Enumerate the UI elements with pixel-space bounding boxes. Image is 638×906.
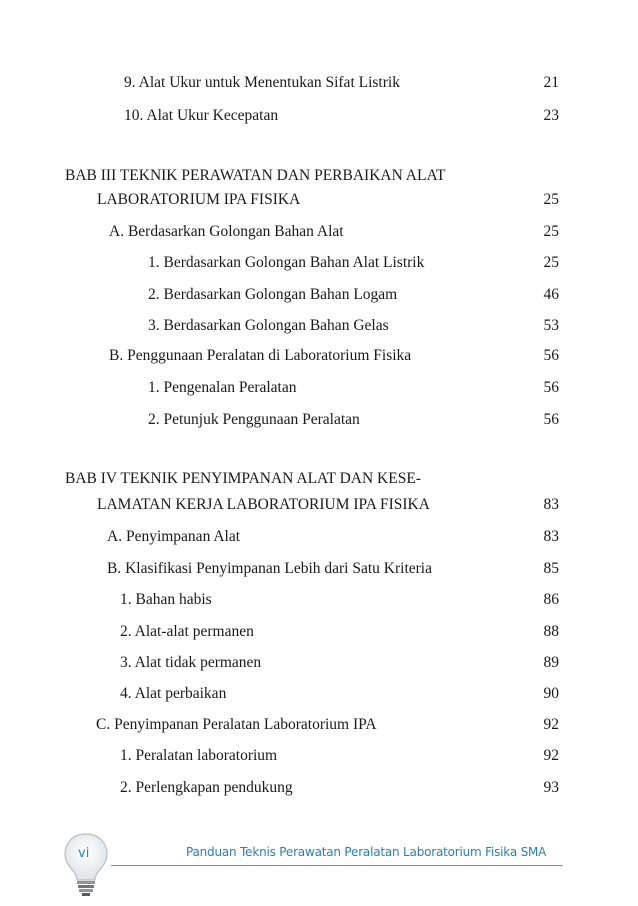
toc-line: 1. Berdasarkan Golongan Bahan Alat Listrik — [148, 254, 425, 271]
toc-line: 4. Alat perbaikan — [120, 685, 227, 702]
toc-page: 88 — [543, 623, 559, 640]
toc-line: A. Berdasarkan Golongan Bahan Alat — [109, 223, 344, 240]
toc-line: B. Penggunaan Peralatan di Laboratorium Fisika — [109, 347, 412, 364]
toc-line: 1. Bahan habis — [120, 591, 212, 608]
toc-line: 3. Alat tidak permanen — [120, 654, 262, 671]
toc-line: 10. Alat Ukur Kecepatan — [124, 107, 279, 124]
toc-line: 9. Alat Ukur untuk Menentukan Sifat Listrik — [124, 74, 400, 91]
toc-page: 83 — [543, 496, 559, 513]
toc-line: 1. Pengenalan Peralatan — [148, 379, 297, 396]
toc-page: 53 — [543, 317, 559, 334]
toc-page: 23 — [543, 107, 559, 124]
toc-page: 89 — [543, 654, 559, 671]
page-number: vi — [78, 846, 90, 861]
toc-page: 93 — [543, 779, 559, 796]
toc-page: 46 — [543, 286, 559, 303]
toc-line: 2. Berdasarkan Golongan Bahan Logam — [148, 286, 398, 303]
toc-page: 85 — [543, 560, 559, 577]
toc-line: C. Penyimpanan Peralatan Laboratorium IPA — [96, 716, 377, 733]
toc-line: 2. Alat-alat permanen — [120, 623, 254, 640]
toc-page: 56 — [543, 347, 559, 364]
toc-page: 83 — [543, 528, 559, 545]
toc-page: 25 — [543, 191, 559, 208]
lightbulb-icon — [62, 832, 110, 896]
toc-page: 86 — [543, 591, 559, 608]
chapter-heading: BAB III TEKNIK PERAWATAN DAN PERBAIKAN ALAT — [65, 167, 446, 184]
toc-page: 90 — [543, 685, 559, 702]
chapter-heading: LABORATORIUM IPA FISIKA — [97, 191, 301, 208]
footer-rule — [111, 865, 563, 866]
toc-line: 3. Berdasarkan Golongan Bahan Gelas — [148, 317, 389, 334]
toc-page: 25 — [543, 223, 559, 240]
toc-page: 25 — [543, 254, 559, 271]
chapter-heading: LAMATAN KERJA LABORATORIUM IPA FISIKA — [97, 496, 430, 513]
toc-line: B. Klasifikasi Penyimpanan Lebih dari Satu Kriteria — [107, 560, 432, 577]
toc-page: 56 — [543, 411, 559, 428]
toc-page: 92 — [543, 747, 559, 764]
chapter-heading: BAB IV TEKNIK PENYIMPANAN ALAT DAN KESE- — [65, 470, 421, 487]
toc-line: 2. Petunjuk Penggunaan Peralatan — [148, 411, 360, 428]
toc-page: 92 — [543, 716, 559, 733]
toc-line: 1. Peralatan laboratorium — [120, 747, 278, 764]
toc-page: 56 — [543, 379, 559, 396]
toc-line: A. Penyimpanan Alat — [107, 528, 241, 545]
toc-line: 2. Perlengkapan pendukung — [120, 779, 293, 796]
toc-page: 21 — [543, 74, 559, 91]
footer-title: Panduan Teknis Perawatan Peralatan Laboratorium Fisika SMA — [186, 845, 547, 859]
